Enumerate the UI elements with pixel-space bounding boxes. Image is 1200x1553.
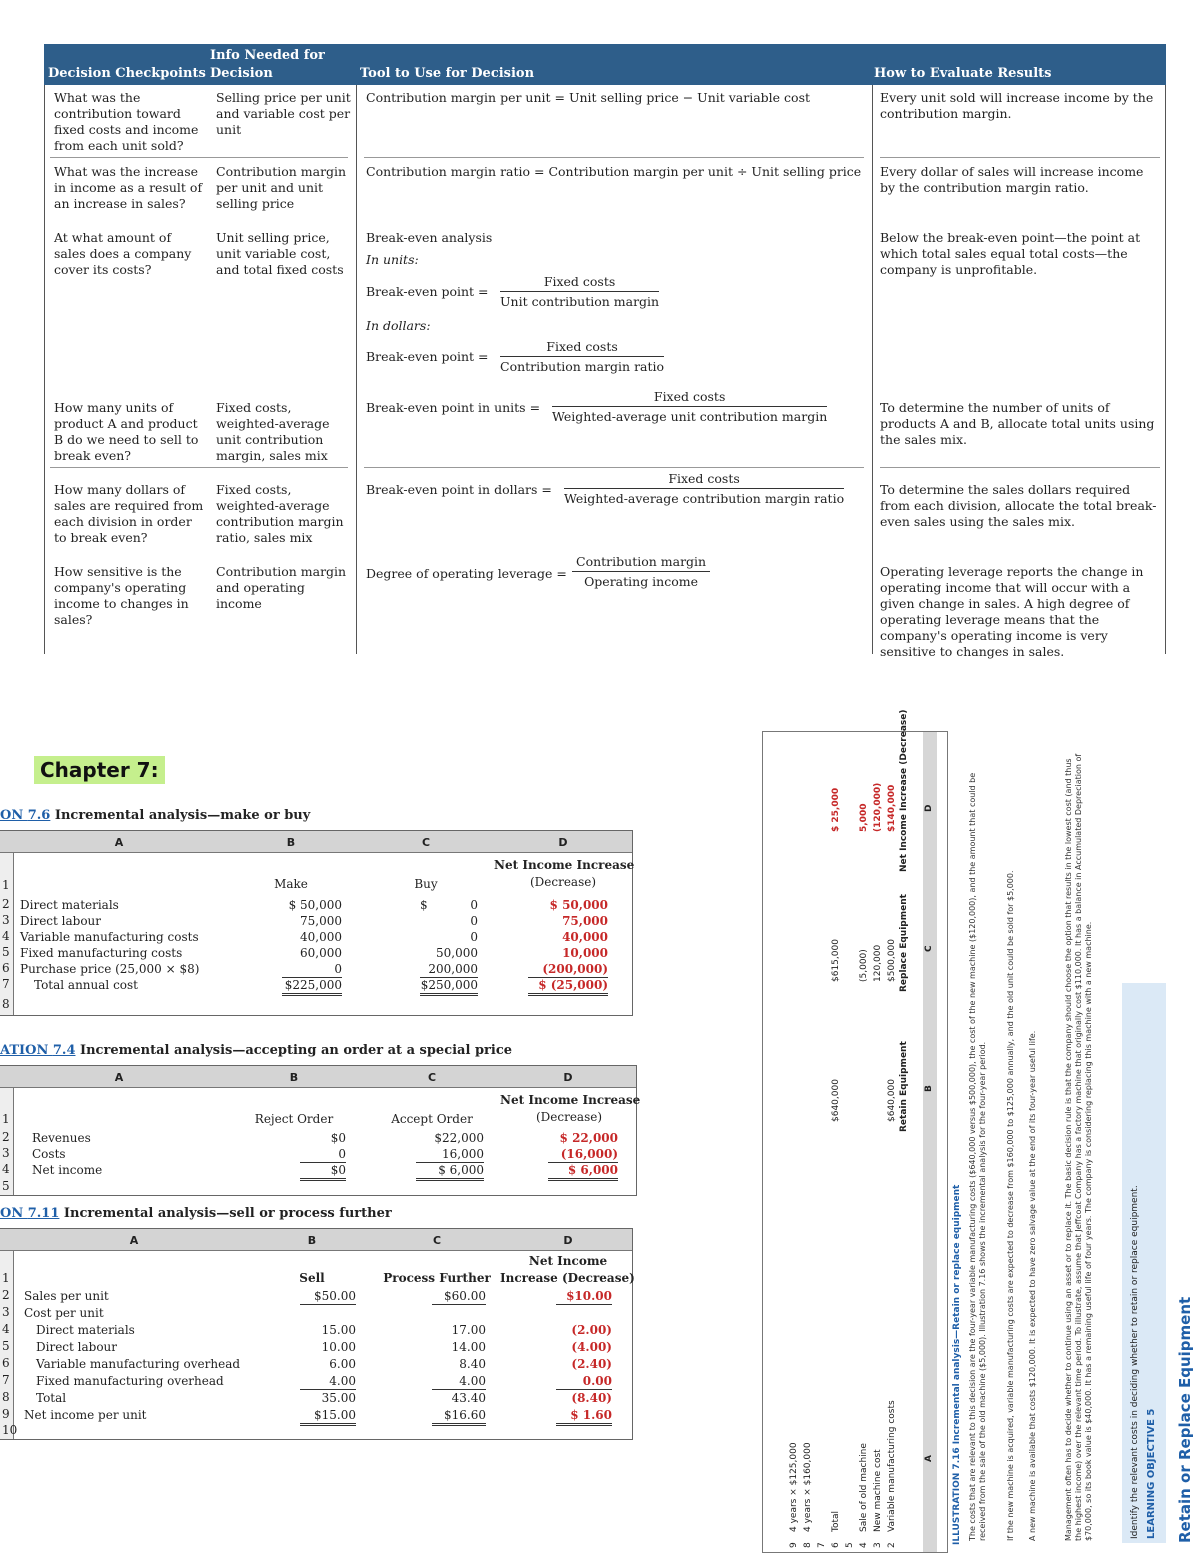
buy-value: $250,000: [420, 977, 478, 996]
row4-info: Fixed costs, weighted-average unit contribution margin, sales mix: [216, 400, 330, 463]
row4-eq: Break-even point in units =: [366, 400, 541, 415]
net-income-value: 75,000: [562, 914, 608, 928]
row-number: 3: [2, 913, 10, 927]
row2-evaluate: Every dollar of sales will increase income by the contribution margin ratio.: [880, 164, 1144, 195]
col-a-header: A: [924, 1455, 934, 1462]
column-divider: [1165, 85, 1166, 654]
reject-value: 0: [300, 1146, 346, 1163]
bullet-item: A new machine is available that costs $120,000. It is expected to have zero salvage value at the end of its four-year useful life.: [1028, 1030, 1037, 1541]
fraction-numerator: Fixed costs: [564, 470, 844, 489]
row2-tool: Contribution margin ratio = Contribution margin per unit ÷ Unit selling price: [366, 164, 862, 179]
column-header-row: [0, 1066, 636, 1088]
col-b-title: Reject Order: [254, 1112, 334, 1126]
process-further-value: 17.00: [451, 1323, 486, 1337]
fraction-numerator: Fixed costs: [500, 338, 664, 357]
row-divider: [880, 467, 1160, 468]
section-title: Retain or Replace Equipment: [1176, 1296, 1194, 1543]
row-label: Variable manufacturing overhead: [36, 1357, 241, 1371]
net-income-value: (2.40): [571, 1357, 612, 1371]
header-tool: Tool to Use for Decision: [360, 66, 535, 81]
net-income-value: 40,000: [562, 930, 608, 944]
learning-objective-box: [1122, 983, 1166, 1543]
row-label: Direct materials: [36, 1323, 135, 1337]
row-number: 9: [789, 1542, 799, 1548]
learning-objective-text: Identify the relevant costs in deciding whether to retain or replace equipment.: [1130, 1185, 1140, 1539]
make-value: 0: [282, 961, 342, 978]
net-income-value: 5,000: [859, 803, 869, 832]
row-number: 4: [2, 1322, 10, 1336]
col-c-title: Process Further: [383, 1271, 491, 1285]
row-label: Direct labour: [36, 1340, 118, 1354]
illustration-title-special-price: [0, 1043, 512, 1058]
col-b-header: B: [924, 1085, 934, 1092]
col-c-title: Buy: [414, 877, 438, 891]
row-number: 2: [2, 1130, 10, 1144]
row-number: 3: [2, 1146, 10, 1160]
net-income-value: $10.00: [556, 1288, 612, 1305]
make-value: $225,000: [282, 977, 342, 996]
row-number: 2: [887, 1542, 897, 1548]
row5-evaluate: To determine the sales dollars required from each division, allocate the total break-even sales using the sales mix.: [880, 482, 1157, 529]
replace-value: 120,000: [873, 944, 883, 982]
net-income-value: $ 6,000: [548, 1162, 618, 1181]
row5-fraction: [564, 470, 844, 507]
row-label: 4 years × $125,000: [789, 1442, 799, 1532]
illustration-link[interactable]: 7.11: [27, 1206, 60, 1221]
row5-eq: Break-even point in dollars =: [366, 482, 552, 497]
col-b-header: B: [289, 1071, 299, 1084]
row-number: 4: [859, 1542, 869, 1548]
column-divider: [356, 85, 357, 654]
row-label: Direct materials: [20, 898, 119, 912]
row-divider: [364, 157, 864, 158]
row-label: Total annual cost: [34, 978, 138, 992]
chapter-label: Chapter 7:: [34, 756, 165, 784]
col-d-title-1: Net Income Increase: [494, 858, 635, 872]
row-divider: [880, 157, 1160, 158]
retain-value: $640,000: [887, 1079, 897, 1122]
row-number: 8: [803, 1542, 813, 1548]
body-paragraph: Management often has to decide whether to continue using an asset or to replace it. The basic decision rule is that the company should choose the option that results in the lowest cost (and thus the highest income) over the relevant time period. To illustrate, assume that Jeffcoat Company has a factory machine that originally cost $110,000. It has a balance in Accumulated Depreciation of $70,000, so its book value is $40,000. It has a remaining useful life of four years. The company is considering replacing this machine with a new machine.: [1064, 753, 1093, 1541]
col-a-header: A: [114, 836, 124, 849]
illustration-link[interactable]: 7.4: [52, 1043, 76, 1058]
illustration-link-prefix[interactable]: ON: [0, 808, 28, 823]
buy-value: 50,000: [436, 946, 478, 960]
row-label: Fixed manufacturing costs: [20, 946, 183, 960]
process-further-value: $16.60: [432, 1407, 486, 1426]
row3-dollars-fraction: [500, 338, 664, 375]
row4-checkpoint: How many units of product A and product B do we need to sell to break even?: [54, 400, 199, 463]
decision-toolkit-table: [44, 44, 1166, 659]
row-number: 7: [2, 1373, 10, 1387]
col-c-header: C: [427, 1071, 437, 1084]
row-number: 1: [2, 1271, 10, 1285]
make-value: 60,000: [300, 946, 342, 960]
net-income-value: (8.40): [571, 1391, 612, 1405]
column-header-row: [0, 1229, 632, 1251]
illustration-title-text: Incremental analysis—accepting an order at a special price: [75, 1043, 513, 1058]
net-income-value: $ 1.60: [556, 1407, 612, 1426]
table-header: [44, 44, 1166, 85]
row6-fraction: [572, 553, 710, 590]
row1-evaluate: Every unit sold will increase income by the contribution margin.: [880, 90, 1154, 121]
row-number: 2: [2, 1288, 10, 1302]
row1-checkpoint: What was the contribution toward fixed costs and income from each unit sold?: [54, 90, 199, 153]
sell-value: 4.00: [300, 1373, 356, 1390]
row5-checkpoint: How many dollars of sales are required from each division in order to break even?: [54, 482, 204, 545]
row-number: 2: [2, 897, 10, 911]
header-info-line1: Info Needed for: [210, 48, 325, 63]
net-income-value: $140,000: [887, 784, 897, 832]
col-c-title: Accept Order: [391, 1112, 473, 1126]
column-header-row: [923, 732, 937, 1552]
col-b-header: B: [307, 1234, 317, 1247]
illustration-title-sell-or-process: [0, 1206, 392, 1221]
row-number: 6: [2, 1356, 10, 1370]
make-value: 75,000: [300, 914, 342, 928]
row-number: 4: [2, 929, 10, 943]
col-d-title-2: (Decrease): [529, 875, 597, 889]
row3-info: Unit selling price, unit variable cost, and total fixed costs: [216, 230, 344, 277]
spreadsheet-make-or-buy: [0, 830, 633, 1016]
row3-units-label: In units:: [366, 252, 419, 267]
row-number: 7: [817, 1542, 827, 1548]
fraction-denominator: Unit contribution margin: [500, 294, 660, 309]
spreadsheet-special-price: [0, 1065, 641, 1196]
row-number: 5: [2, 1339, 10, 1353]
sell-value: 35.00: [321, 1391, 356, 1405]
row-number: 5: [2, 945, 10, 959]
process-further-value: 4.00: [432, 1373, 486, 1390]
sell-value: $50.00: [300, 1288, 356, 1305]
illustration-link-prefix[interactable]: ATION: [0, 1043, 53, 1058]
row-label: Purchase price (25,000 × $8): [20, 962, 200, 976]
net-income-value: $ 50,000: [549, 898, 608, 912]
process-further-value: 14.00: [451, 1340, 486, 1354]
row-label: Net income: [32, 1163, 103, 1177]
row2-checkpoint: What was the increase in income as a result of an increase in sales?: [54, 164, 203, 211]
row-label: Sale of old machine: [859, 1443, 869, 1532]
row-number: 10: [2, 1423, 18, 1437]
accept-value: $ 6,000: [416, 1162, 484, 1181]
buy-value: 0: [470, 914, 478, 928]
row-label: Sales per unit: [24, 1289, 109, 1303]
make-value: 40,000: [300, 930, 342, 944]
accept-value: $22,000: [434, 1131, 484, 1145]
row-label: New machine cost: [873, 1449, 883, 1532]
row6-evaluate: Operating leverage reports the change in operating income that will occur with a given change in sales. A high degree of operating leverage means that the company's operating income is very sensitive to changes in sales.: [880, 564, 1144, 659]
row-number: 6: [831, 1542, 841, 1548]
fraction-denominator: Weighted-average unit contribution margin: [552, 409, 828, 424]
row3-units-eq: Break-even point =: [366, 284, 489, 299]
row-label: 4 years × $160,000: [803, 1442, 813, 1532]
process-further-value: $60.00: [432, 1288, 486, 1305]
row-label: Net income per unit: [24, 1408, 147, 1422]
col-d-title-1: Net Income: [528, 1254, 608, 1268]
col-d-header: D: [558, 836, 568, 849]
row1-tool: Contribution margin per unit = Unit selling price − Unit variable cost: [366, 90, 811, 105]
row-number: 7: [2, 977, 10, 991]
net-income-value: (4.00): [571, 1340, 612, 1354]
col-b-title: Sell: [299, 1271, 325, 1285]
col-b-title: Retain Equipment: [899, 1041, 909, 1132]
column-header-row: [0, 831, 632, 853]
row-number: 5: [845, 1542, 855, 1548]
row-divider: [364, 467, 864, 468]
row6-info: Contribution margin and operating income: [216, 564, 347, 611]
header-info-line2: Decision: [210, 66, 273, 81]
make-value: $ 50,000: [288, 898, 342, 912]
net-income-value: $ (25,000): [528, 977, 608, 996]
row-number: 8: [2, 1390, 10, 1404]
fraction-numerator: Fixed costs: [552, 388, 827, 407]
process-further-value: 43.40: [451, 1391, 486, 1405]
col-d-title-1: Net Income Increase: [500, 1093, 641, 1107]
row-number: 9: [2, 1407, 10, 1421]
col-d-title: Net Income Increase (Decrease): [899, 709, 909, 872]
row3-evaluate: Below the break-even point—the point at which total sales equal total costs—the company is unprofitable.: [880, 230, 1141, 277]
replace-value: $500,000: [887, 939, 897, 982]
row-number: 8: [2, 997, 10, 1011]
net-income-value: 10,000: [562, 946, 608, 960]
row-label: Revenues: [32, 1131, 91, 1145]
net-income-value: (2.00): [571, 1323, 612, 1337]
col-c-header: C: [421, 836, 431, 849]
row3-units-fraction: [500, 273, 659, 310]
fraction-numerator: Fixed costs: [500, 273, 659, 292]
column-divider: [44, 85, 45, 654]
fraction-numerator: Contribution margin: [572, 553, 710, 572]
col-d-header: D: [563, 1071, 573, 1084]
row3-tool-heading: Break-even analysis: [366, 230, 493, 245]
illustration-link-prefix[interactable]: ON: [0, 1206, 28, 1221]
row-label: Variable manufacturing costs: [887, 1400, 897, 1532]
row4-evaluate: To determine the number of units of products A and B, allocate total units using the sales mix.: [880, 400, 1155, 447]
net-income-value: $ 22,000: [559, 1131, 618, 1145]
illustration-link[interactable]: 7.6: [27, 808, 51, 823]
bullet-item: If the new machine is acquired, variable manufacturing costs are expected to decrease from $160,000 to $125,000 annually, and the old unit could be sold for $5,000.: [1006, 870, 1015, 1541]
row3-checkpoint: At what amount of sales does a company cover its costs?: [54, 230, 192, 277]
row3-dollars-label: In dollars:: [366, 318, 431, 333]
col-b-title: Make: [274, 877, 308, 891]
illustration-title-text: Incremental analysis—make or buy: [50, 808, 311, 823]
row1-info: Selling price per unit and variable cost per unit: [216, 90, 351, 137]
fraction-denominator: Weighted-average contribution margin ratio: [564, 491, 845, 506]
bullet-item: The costs that are relevant to this decision are the four-year variable manufacturing costs ($640,000 versus $500,000), the cost of the new machine ($120,000), and the amount that could be received from the sale of the old machine ($5,000). Illustration 7.16 shows the incremental analysis for the four-year period.: [968, 772, 987, 1541]
reject-value: $0: [300, 1162, 346, 1181]
row-divider: [50, 157, 348, 158]
sell-value: $15.00: [300, 1407, 356, 1426]
net-income-value: (120,000): [873, 782, 883, 832]
row5-info: Fixed costs, weighted-average contribution margin ratio, sales mix: [216, 482, 344, 545]
net-income-value: (200,000): [528, 961, 608, 978]
learning-objective-title: LEARNING OBJECTIVE 5: [1146, 1408, 1157, 1539]
row-label: Total: [831, 1510, 841, 1532]
accept-value: 16,000: [416, 1146, 484, 1163]
row6-checkpoint: How sensitive is the company's operating income to changes in sales?: [54, 564, 189, 627]
illustration-label: ILLUSTRATION 7.16 Incremental analysis—Retain or replace equipment: [952, 1184, 962, 1545]
row-label: Costs: [32, 1147, 66, 1161]
col-c-header: C: [432, 1234, 442, 1247]
sell-value: 10.00: [321, 1340, 356, 1354]
fraction-denominator: Contribution margin ratio: [500, 359, 665, 374]
spreadsheet-retain-or-replace: [762, 709, 948, 1553]
row-number: 4: [2, 1162, 10, 1176]
sell-value: 6.00: [329, 1357, 356, 1371]
col-c-header: C: [924, 945, 934, 952]
row-label: Cost per unit: [24, 1306, 104, 1320]
row2-info: Contribution margin per unit and unit selling price: [216, 164, 347, 211]
row-divider: [50, 467, 348, 468]
fraction-denominator: Operating income: [584, 574, 699, 589]
col-d-header: D: [563, 1234, 573, 1247]
net-income-value: (16,000): [548, 1146, 618, 1163]
row6-eq: Degree of operating leverage =: [366, 566, 567, 581]
row-number: 3: [2, 1305, 10, 1319]
col-b-header: B: [286, 836, 296, 849]
row-number: 6: [2, 961, 10, 975]
col-a-header: A: [114, 1071, 124, 1084]
illustration-title-make-or-buy: [0, 808, 310, 823]
reject-value: $0: [330, 1131, 346, 1145]
column-divider: [872, 85, 873, 654]
replace-value: $615,000: [831, 939, 841, 982]
buy-value: 200,000: [420, 961, 478, 978]
row-number: 1: [2, 878, 10, 892]
row-label: Fixed manufacturing overhead: [36, 1374, 224, 1388]
row3-dollars-eq: Break-even point =: [366, 349, 489, 364]
row-number: 3: [873, 1542, 883, 1548]
net-income-value: 0.00: [556, 1373, 612, 1390]
col-c-title: Replace Equipment: [899, 894, 909, 992]
col-d-title-2: Increase (Decrease): [500, 1271, 635, 1285]
col-d-header: D: [924, 804, 934, 812]
rotated-textbook-page: [742, 709, 1200, 1553]
col-d-title-2: (Decrease): [535, 1110, 603, 1124]
col-a-header: A: [129, 1234, 139, 1247]
row-label: Total: [36, 1391, 67, 1405]
buy-value: 0: [470, 930, 478, 944]
header-evaluate: How to Evaluate Results: [874, 66, 1052, 81]
row-label: Variable manufacturing costs: [20, 930, 199, 944]
buy-currency: $: [420, 898, 428, 912]
retain-value: $640,000: [831, 1079, 841, 1122]
illustration-title-text: Incremental analysis—sell or process further: [59, 1206, 392, 1221]
sell-value: 15.00: [321, 1323, 356, 1337]
replace-value: (5,000): [859, 949, 869, 982]
net-income-value: $ 25,000: [831, 787, 841, 832]
row-number: 1: [2, 1112, 10, 1126]
buy-value: 0: [470, 898, 478, 912]
process-further-value: 8.40: [459, 1357, 486, 1371]
row-label: Direct labour: [20, 914, 102, 928]
row-number: 5: [2, 1179, 10, 1193]
spreadsheet-sell-or-process: [0, 1228, 633, 1440]
header-checkpoints: Decision Checkpoints: [48, 66, 206, 81]
row4-fraction: [552, 388, 827, 425]
